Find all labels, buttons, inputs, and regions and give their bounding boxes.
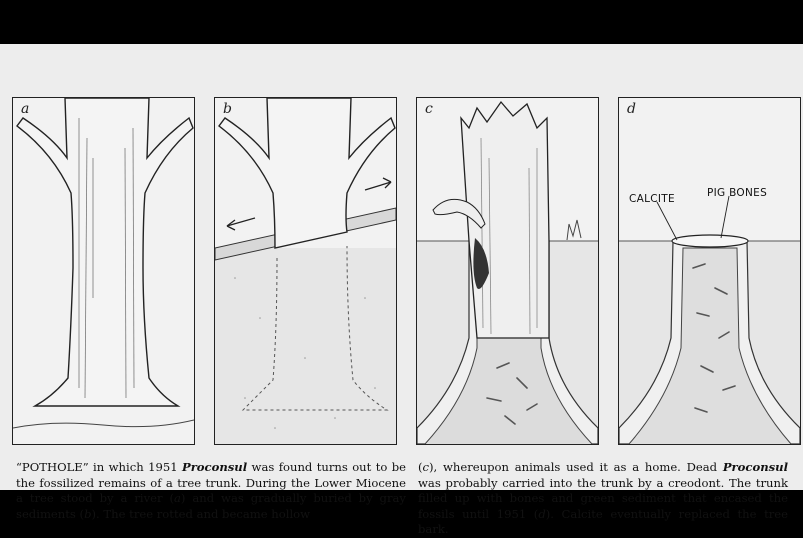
caption-column-2: [418, 460, 788, 538]
calcite-callout: CALCITE: [629, 193, 675, 205]
panel-label: c: [425, 101, 433, 117]
caption-text: ). The tree rotted and became hollow: [91, 506, 311, 521]
standing-tree-drawing: [13, 98, 194, 444]
caption-text: b: [84, 506, 92, 521]
panel-a: [12, 97, 195, 445]
caption-text: ). Calcite eventually replaced the tree bark.: [418, 506, 788, 536]
panel-label: a: [21, 101, 30, 117]
genus-name: Proconsul: [181, 460, 248, 474]
panel-label: b: [223, 101, 232, 117]
caption-text: c: [422, 460, 430, 474]
caption-text: d: [538, 506, 546, 521]
hollow-trunk-drawing: [417, 98, 598, 444]
caption-text: was found turns out to be the fossilized remains of a tree trunk. During the Lower Miocene a tree stood by a river (: [16, 460, 407, 505]
pig-bones-callout: PIG BONES: [707, 187, 768, 199]
genus-name: Proconsul: [722, 460, 788, 474]
panel-label: d: [627, 101, 636, 117]
illustration-sheet: [0, 44, 803, 536]
caption-column-1: [16, 460, 406, 522]
caption-text: a: [173, 491, 181, 505]
caption-text: was probably carried into the trunk by a creodont. The trunk filled up with bones and green sediment that encased the fossils until 1951 (: [418, 475, 788, 521]
panel-d: [618, 97, 801, 445]
buried-tree-drawing: [215, 98, 396, 444]
caption-text: ), whereupon animals used it as a home. Dead: [429, 460, 723, 474]
caption-text: “POTHOLE” in which 1951: [16, 460, 182, 474]
fossilized-trunk-drawing: [619, 98, 800, 444]
caption-text: ) and was gradually buried by gray sediments (: [16, 491, 406, 521]
caption-text: (: [418, 460, 423, 474]
panel-b: [214, 97, 397, 445]
panel-c: [416, 97, 599, 445]
